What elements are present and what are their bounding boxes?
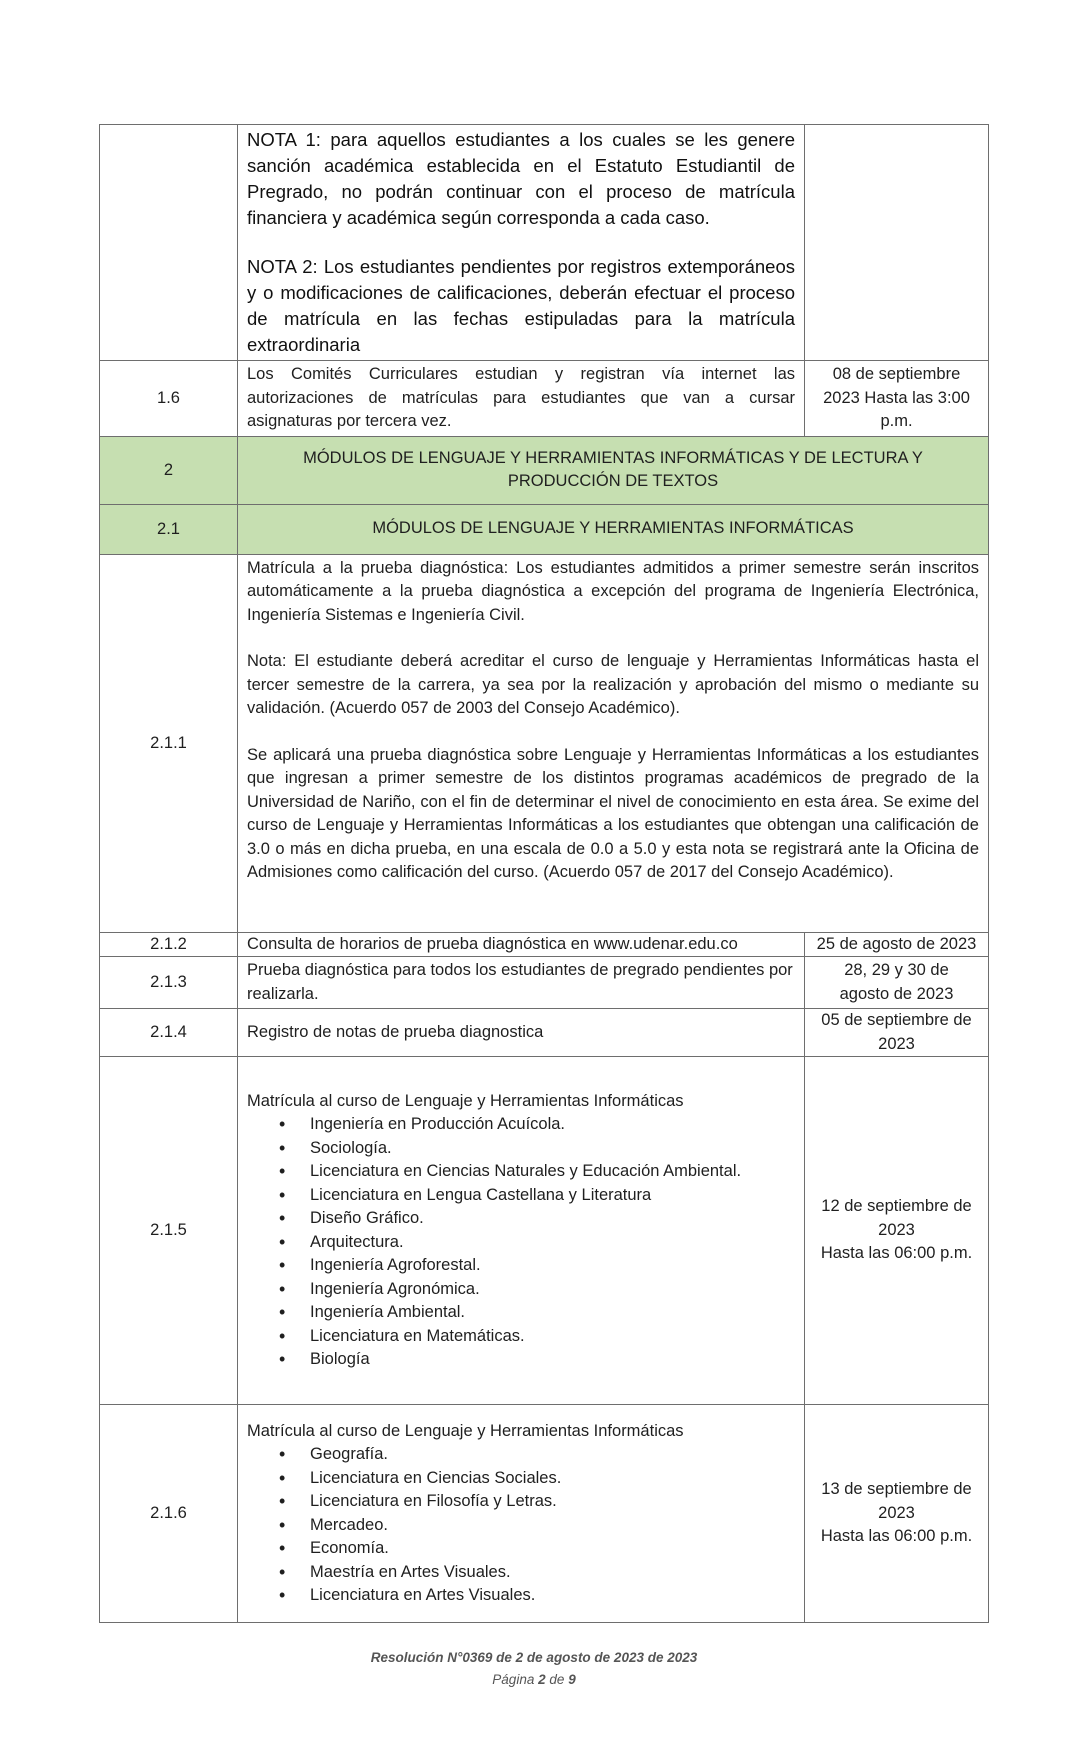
cell-date-empty — [805, 125, 989, 361]
section-number: 2 — [100, 436, 238, 504]
cell-num-empty — [100, 125, 238, 361]
row-description — [238, 1405, 805, 1623]
paragraph-2 — [247, 650, 979, 721]
page-current: 2 — [538, 1672, 546, 1687]
section-title: MÓDULOS DE LENGUAJE Y HERRAMIENTAS INFORMÁTICAS — [238, 504, 989, 554]
table-row-1-6 — [100, 361, 989, 437]
list-item: • Licenciatura en Ciencias Naturales y Educación Ambiental. — [310, 1160, 795, 1184]
page-of: de — [549, 1672, 565, 1687]
paragraph-text: : Los estudiantes admitidos a primer semestre serán inscritos automáticamente a la prueba diagnóstica a excepción del programa de Ingeniería Electrónica, Ingeniería Sistemas e Ingeniería Civil. — [247, 558, 979, 624]
row-date: 28, 29 y 30 de agosto de 2023 — [805, 957, 989, 1009]
list-item: • Licenciatura en Ciencias Sociales. — [310, 1467, 795, 1491]
row-description — [238, 554, 989, 932]
list-lead: Matrícula al curso de Lenguaje y Herramientas Informáticas — [247, 1421, 684, 1440]
row-number: 2.1.1 — [100, 554, 238, 932]
row-description: Los Comités Curriculares estudian y registran vía internet las autorizaciones de matrículas para estudiantes que van a cursar asignaturas por tercera vez. — [238, 361, 805, 437]
row-date — [805, 1057, 989, 1405]
table-row-2-1-4 — [100, 1009, 989, 1057]
row-description: Registro de notas de prueba diagnostica — [238, 1009, 805, 1057]
row-date: 08 de septiembre 2023 Hasta las 3:00 p.m. — [805, 361, 989, 437]
row-number: 1.6 — [100, 361, 238, 437]
list-item: • Ingeniería Agronómica. — [310, 1278, 795, 1302]
list-item: • Licenciatura en Filosofía y Letras. — [310, 1490, 795, 1514]
paragraph-lead: Nota: — [247, 652, 287, 670]
nota-1: NOTA 1: para aquellos estudiantes a los cuales se les genere sanción académica establecida en el Estatuto Estudiantil de Pregrado, no podrán continuar con el proceso de matrícula financiera y académica según corresponda a cada caso. — [247, 129, 795, 228]
row-number: 2.1.5 — [100, 1057, 238, 1405]
row-number: 2.1.2 — [100, 932, 238, 957]
row-date: 05 de septiembre de 2023 — [805, 1009, 989, 1057]
list-lead: Matrícula al curso de Lenguaje y Herramientas Informáticas — [247, 1091, 684, 1110]
list-item: • Licenciatura en Artes Visuales. — [310, 1584, 795, 1608]
list-item: • Maestría en Artes Visuales. — [310, 1561, 795, 1585]
list-item: • Ingeniería Agroforestal. — [310, 1254, 795, 1278]
table-row-section-2-1 — [100, 504, 989, 554]
table-row-2-1-5 — [100, 1057, 989, 1405]
table-row-2-1-3 — [100, 957, 989, 1009]
list-item: • Biología — [310, 1348, 795, 1372]
cell-notes — [238, 125, 805, 361]
paragraph-text: El estudiante deberá acreditar el curso de lenguaje y Herramientas Informáticas hasta el tercer semestre de la carrera, ya sea por la realización y aprobación del mismo o mediante su validación. (Acuerdo 057 de 2003 del Consejo Académico). — [247, 652, 979, 717]
date-line: 12 de septiembre de 2023 — [821, 1197, 972, 1239]
spacer — [247, 627, 979, 650]
page-total: 9 — [568, 1672, 576, 1687]
list-item: • Licenciatura en Matemáticas. — [310, 1325, 795, 1349]
date-line: Hasta las 06:00 p.m. — [820, 1527, 973, 1546]
paragraph-3: Se aplicará una prueba diagnóstica sobre Lenguaje y Herramientas Informáticas a los estudiantes que ingresan a primer semestre de los distintos programas académicos de pregrado de la Universidad de Nariño, con el fin de determinar el nivel de conocimiento en esta área. Se exime del curso de Lenguaje y Herramientas Informáticas a los estudiantes que obtengan una calificación de 3.0 o más en dicha prueba, en una escala de 0.0 a 5.0 y esta nota se registrará ante la Oficina de Admisiones como calificación del curso. (Acuerdo 057 de 2017 del Consejo Académico). — [247, 745, 979, 881]
row-description — [238, 1057, 805, 1405]
table-row-2-1-6 — [100, 1405, 989, 1623]
table-row-2-1-1 — [100, 554, 989, 932]
row-description: Consulta de horarios de prueba diagnóstica en www.udenar.edu.co — [238, 932, 805, 957]
spacer — [247, 231, 795, 254]
page-word: Página — [492, 1672, 535, 1687]
section-number: 2.1 — [100, 504, 238, 554]
list-item: • Arquitectura. — [310, 1231, 795, 1255]
paragraph-lead: Matrícula a la prueba diagnóstica — [247, 558, 504, 577]
list-item: • Mercadeo. — [310, 1514, 795, 1538]
row-number: 2.1.4 — [100, 1009, 238, 1057]
row-number: 2.1.6 — [100, 1405, 238, 1623]
table-row-notes — [100, 125, 989, 361]
list-item: • Economía. — [310, 1537, 795, 1561]
list-item: • Ingeniería Ambiental. — [310, 1301, 795, 1325]
row-number: 2.1.3 — [100, 957, 238, 1009]
footer-resolution: Resolución N°0369 de 2 de agosto de 2023 de 2023 — [370, 1650, 698, 1665]
table-row-section-2 — [100, 436, 989, 504]
list-item: • Sociología. — [310, 1137, 795, 1161]
nota-2: NOTA 2: Los estudiantes pendientes por registros extemporáneos y o modificaciones de calificaciones, deberán efectuar el proceso de matrícula en las fechas estipuladas para la matrícula extraordinaria — [247, 256, 795, 355]
list-item: • Diseño Gráfico. — [310, 1207, 795, 1231]
list-item: • Ingeniería en Producción Acuícola. — [310, 1113, 795, 1137]
section-title: MÓDULOS DE LENGUAJE Y HERRAMIENTAS INFORMÁTICAS Y DE LECTURA Y PRODUCCIÓN DE TEXTOS — [238, 436, 989, 504]
program-list — [247, 1113, 795, 1372]
list-item: • Geografía. — [310, 1443, 795, 1467]
calendar-table — [99, 124, 989, 1623]
paragraph-1 — [247, 557, 979, 628]
row-date — [805, 1405, 989, 1623]
row-date: 25 de agosto de 2023 — [805, 932, 989, 957]
date-line: 13 de septiembre de 2023 — [821, 1480, 972, 1522]
row-description: Prueba diagnóstica para todos los estudiantes de pregrado pendientes por realizarla. — [238, 957, 805, 1009]
list-item: • Licenciatura en Lengua Castellana y Literatura — [310, 1184, 795, 1208]
date-line: Hasta las 06:00 p.m. — [820, 1244, 973, 1263]
program-list — [247, 1443, 795, 1608]
table-row-2-1-2 — [100, 932, 989, 957]
spacer — [247, 721, 979, 744]
footer-page-number — [0, 1672, 1068, 1687]
